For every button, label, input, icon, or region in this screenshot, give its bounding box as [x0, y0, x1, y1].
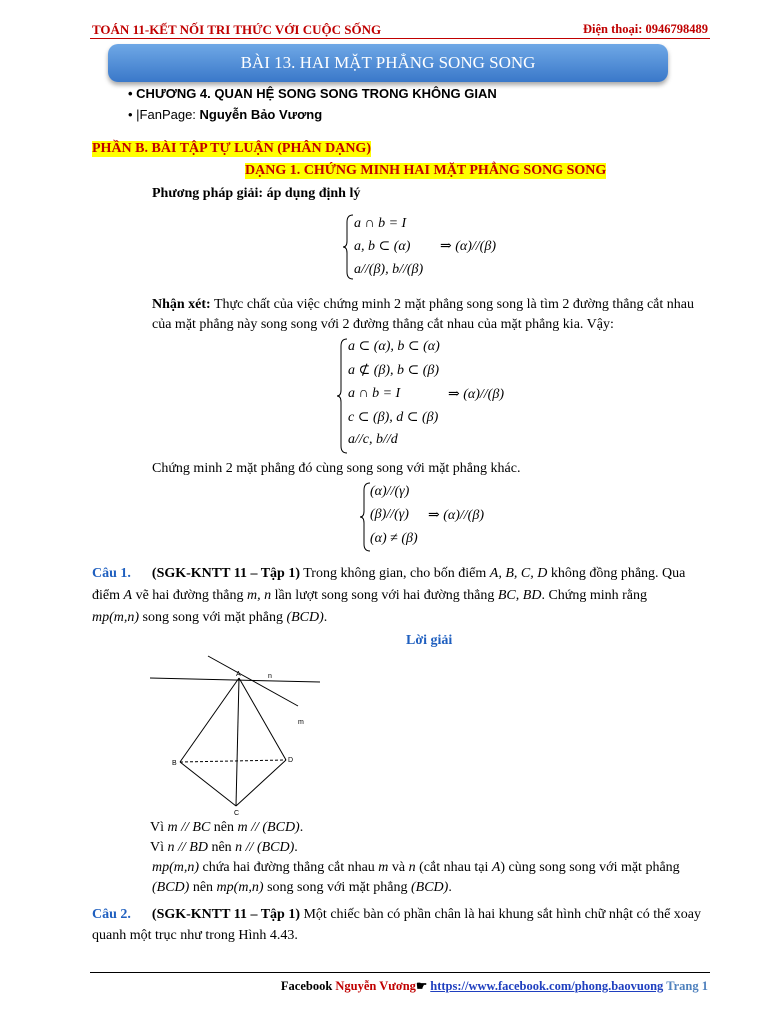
system-2-line: c ⊂ (β), d ⊂ (β) — [348, 410, 439, 425]
footer-facebook-link[interactable]: https://www.facebook.com/phong.baovuong — [430, 979, 664, 993]
solution-line-2 — [150, 838, 298, 858]
system-1-line: a ∩ b = I — [354, 216, 407, 231]
q1-text: điểm — [92, 588, 124, 603]
fanpage-name[interactable]: Nguyễn Bảo Vương — [199, 107, 323, 122]
type-heading: DẠNG 1. CHỨNG MINH HAI MẶT PHẲNG SONG SONG — [245, 163, 607, 178]
question-1-line-2 — [92, 586, 647, 606]
sol-math: mp(m,n) — [152, 860, 200, 875]
system-3-line: (β)//(γ) — [370, 507, 409, 522]
q1-plane-bcd: (BCD) — [286, 610, 324, 625]
q1-lines-mn: m, n — [246, 588, 272, 603]
label-d: D — [288, 757, 294, 764]
sol-math: n — [408, 860, 416, 875]
q1-text: . Chứng minh rằng — [541, 588, 648, 603]
sol-text: Vì — [150, 840, 168, 855]
solution-line-3 — [152, 858, 712, 878]
edge-cd — [236, 760, 286, 806]
header-phone: Điện thoại: 0946798489 — [583, 22, 708, 36]
sol-math: A — [491, 860, 501, 875]
sol-text: song song với mặt phẳng — [263, 880, 411, 895]
system-2-line: a//c, b//d — [348, 432, 398, 447]
sol-math: n // BD — [167, 840, 208, 855]
system-3-line: (α) ≠ (β) — [370, 531, 418, 546]
label-a: A — [236, 671, 241, 678]
sol-text: chứa hai đường thẳng cắt nhau — [199, 860, 379, 875]
line-n — [150, 678, 320, 682]
lesson-title: BÀI 13. HAI MẶT PHẲNG SONG SONG — [240, 53, 536, 72]
sol-math: (BCD) — [152, 880, 190, 895]
pointing-hand-icon: ☛ — [415, 979, 431, 993]
sol-text: nên — [210, 820, 238, 835]
section-heading: PHẦN B. BÀI TẬP TỰ LUẬN (PHÂN DẠNG) — [92, 141, 371, 156]
remark-line-1 — [152, 295, 712, 315]
remark-line-2: của mặt phẳng này song song với 2 đường thẳng cắt nhau của mặt phẳng kia. Vậy: — [152, 317, 614, 332]
fanpage-bullet — [128, 107, 322, 122]
sol-text: . — [448, 880, 452, 895]
q1-text: lần lượt song song với hai đường thẳng — [271, 588, 498, 603]
remark-label: Nhận xét: — [152, 297, 211, 312]
system-2-result: ⇒ (α)//(β) — [448, 387, 504, 402]
edge-ab — [180, 678, 239, 762]
question-2-source: (SGK-KNTT 11 – Tập 1) — [151, 907, 300, 922]
edge-ad — [239, 678, 286, 760]
sol-text: . — [294, 840, 298, 855]
sol-math: m // (BCD) — [237, 820, 300, 835]
label-c: C — [234, 810, 240, 817]
sol-text: ) cùng song song với mặt phẳng — [500, 860, 680, 875]
edge-bc — [180, 762, 236, 806]
question-2-line-1 — [92, 905, 712, 925]
footer-author: Nguyễn Vương — [335, 979, 416, 993]
system-3-line: (α)//(γ) — [370, 484, 410, 499]
tetrahedron-figure — [150, 652, 330, 820]
q1-lines-bcbd: BC, BD — [497, 588, 542, 603]
q1-point-a: A — [123, 588, 133, 603]
remark-3: Chứng minh 2 mặt phẳng đó cùng song song với mặt phẳng khác. — [152, 461, 521, 476]
lesson-title-banner — [108, 44, 668, 82]
header-subject-prefix: TOÁN 11 — [92, 22, 145, 37]
label-b: B — [172, 760, 177, 767]
system-1-result: ⇒ (α)//(β) — [440, 239, 496, 254]
edge-ac — [236, 678, 239, 806]
solution-line-1 — [150, 818, 303, 838]
question-2-label: Câu 2. — [92, 907, 131, 922]
q1-text: Trong không gian, cho bốn điểm — [299, 566, 490, 581]
q2-text: Một chiếc bàn có phần chân là hai khung sắt hình chữ nhật có thể xoay — [299, 907, 702, 922]
question-1-line-1 — [92, 564, 712, 584]
fanpage-label: • |FanPage: — [128, 107, 200, 122]
sol-math: mp(m,n) — [216, 880, 264, 895]
footer-divider — [90, 972, 710, 973]
header-subject-rest: -KẾT NỐI TRI THỨC VỚI CUỘC SỐNG — [144, 22, 382, 37]
header-subject — [92, 22, 381, 38]
q1-text: không đồng phẳng. Qua — [547, 566, 686, 581]
question-1-label: Câu 1. — [92, 566, 131, 581]
sol-text: nên — [189, 880, 217, 895]
system-2-line: a ∩ b = I — [348, 386, 401, 401]
system-2-line: a ⊄ (β), b ⊂ (β) — [348, 363, 440, 378]
sol-text: và — [388, 860, 409, 875]
q1-text: song song với mặt phẳng — [139, 610, 287, 625]
question-1-source: (SGK-KNTT 11 – Tập 1) — [151, 566, 300, 581]
solution-line-4 — [152, 878, 452, 898]
edge-bd — [180, 760, 286, 762]
sol-text: . — [299, 820, 304, 835]
q1-points: A, B, C, D — [489, 566, 548, 581]
method-text: Phương pháp giải: áp dụng định lý — [152, 186, 361, 201]
system-2-line: a ⊂ (α), b ⊂ (α) — [348, 339, 440, 354]
chapter-bullet: • CHƯƠNG 4. QUAN HỆ SONG SONG TRONG KHÔNG GIAN — [128, 86, 497, 101]
question-2-line-2: quanh một trục như trong Hình 4.43. — [92, 928, 298, 943]
sol-math: m — [378, 860, 389, 875]
solution-title: Lời giải — [406, 633, 453, 648]
header-divider — [90, 38, 710, 39]
sol-text: nên — [207, 840, 236, 855]
label-n: n — [268, 673, 272, 680]
footer-page-number: Trang 1 — [663, 979, 708, 993]
q1-text: . — [323, 610, 328, 625]
sol-math: (BCD) — [411, 880, 449, 895]
system-1-line: a//(β), b//(β) — [354, 262, 424, 277]
sol-text: Vì — [150, 820, 168, 835]
sol-text: (cắt nhau tại — [415, 860, 492, 875]
question-1-line-3 — [92, 608, 327, 628]
label-m: m — [298, 719, 304, 726]
system-3-result: ⇒ (α)//(β) — [428, 508, 484, 523]
footer-facebook-label: Facebook — [280, 979, 336, 993]
sol-math: m // BC — [167, 820, 211, 835]
footer — [281, 978, 708, 994]
remark-text: Thực chất của việc chứng minh 2 mặt phẳng song song là tìm 2 đường thẳng cắt nhau — [210, 297, 694, 312]
sol-math: n // (BCD) — [235, 840, 295, 855]
system-1-line: a, b ⊂ (α) — [354, 239, 411, 254]
q1-plane-mn: mp(m,n) — [92, 610, 140, 625]
q1-text: vẽ hai đường thẳng — [132, 588, 247, 603]
